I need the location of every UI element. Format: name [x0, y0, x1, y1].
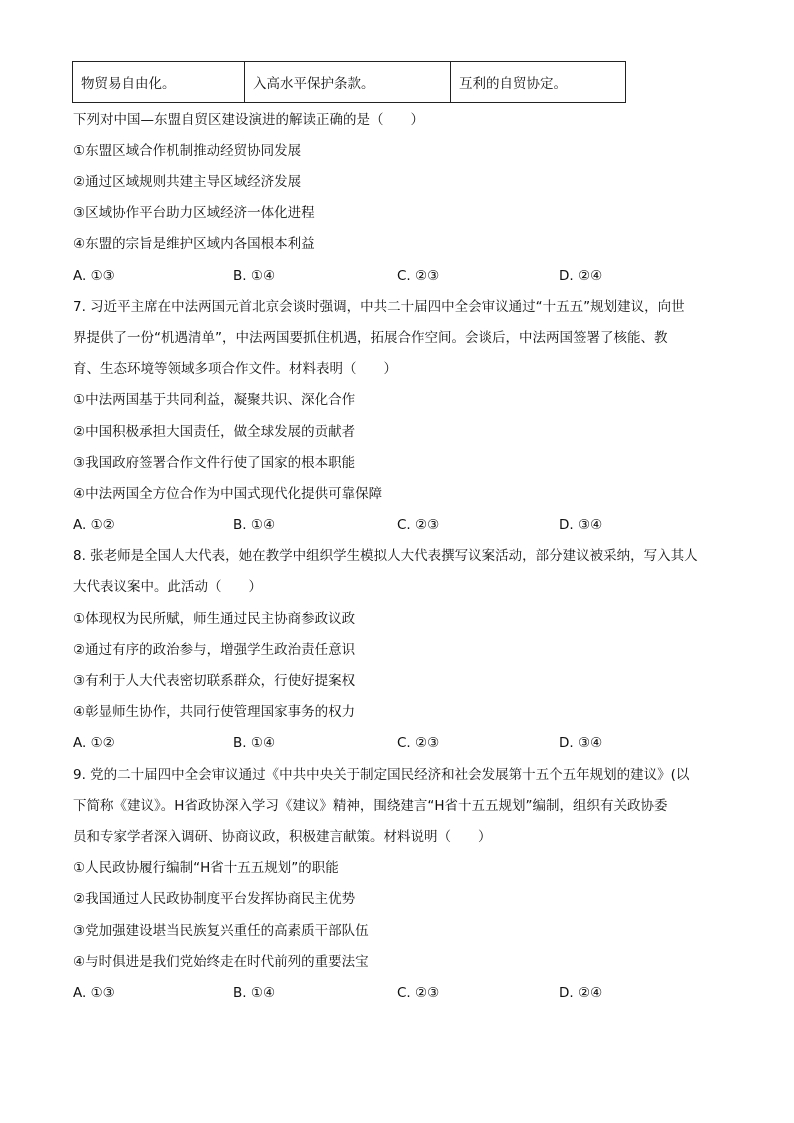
statement-item: ①体现权为民所赋，师生通过民主协商参政议政 — [73, 611, 356, 627]
option-d[interactable]: D. ②④ — [559, 985, 603, 1001]
table-cell: 入高水平保护条款。 — [245, 62, 451, 102]
statement-item: ③我国政府签署合作文件行使了国家的根本职能 — [73, 455, 356, 471]
option-c[interactable]: C. ②③ — [397, 735, 440, 751]
statement-item: ④东盟的宗旨是维护区域内各国根本利益 — [73, 236, 315, 252]
statement-item: ①中法两国基于共同利益，凝聚共识、深化合作 — [73, 392, 356, 408]
option-d[interactable]: D. ③④ — [559, 517, 603, 533]
answer-options — [73, 516, 633, 534]
option-a[interactable]: A. ①③ — [73, 985, 115, 1001]
option-a[interactable]: A. ①② — [73, 735, 115, 751]
option-b[interactable]: B. ①④ — [233, 985, 276, 1001]
table-cell: 物贸易自由化。 — [73, 62, 245, 102]
question-stem: 7. 习近平主席在中法两国元首北京会谈时强调，中共二十届四中全会审议通过“十五五”规划建议，向世 — [73, 299, 685, 315]
option-a[interactable]: A. ①③ — [73, 268, 115, 284]
option-b[interactable]: B. ①④ — [233, 517, 276, 533]
statement-item: ③有利于人大代表密切联系群众，行使好提案权 — [73, 673, 356, 689]
option-c[interactable]: C. ②③ — [397, 985, 440, 1001]
question-stem: 9. 党的二十届四中全会审议通过《中共中央关于制定国民经济和社会发展第十五个五年规划的建议》(以 — [73, 767, 690, 783]
statement-item: ④彰显师生协作，共同行使管理国家事务的权力 — [73, 704, 356, 720]
info-table — [72, 61, 626, 103]
answer-options — [73, 984, 633, 1002]
answer-options — [73, 267, 633, 285]
statement-item: ②我国通过人民政协制度平台发挥协商民主优势 — [73, 891, 356, 907]
question-stem: 下列对中国—东盟自贸区建设演进的解读正确的是（ ） — [73, 112, 424, 128]
statement-item: ②中国积极承担大国责任，做全球发展的贡献者 — [73, 424, 356, 440]
statement-item: ②通过区域规则共建主导区域经济发展 — [73, 174, 302, 190]
question-stem: 8. 张老师是全国人大代表，她在教学中组织学生模拟人大代表撰写议案活动，部分建议被采纳，写入其人 — [73, 548, 698, 564]
option-b[interactable]: B. ①④ — [233, 735, 276, 751]
question-stem: 界提供了一份“机遇清单”，中法两国要抓住机遇，拓展合作空间。会谈后，中法两国签署了核能、教 — [73, 330, 668, 346]
question-stem: 大代表议案中。此活动（ ） — [73, 579, 262, 595]
statement-item: ③区域协作平台助力区域经济一体化进程 — [73, 205, 315, 221]
statement-item: ③党加强建设堪当民族复兴重任的高素质干部队伍 — [73, 923, 369, 939]
option-d[interactable]: D. ③④ — [559, 735, 603, 751]
table-cell: 互利的自贸协定。 — [459, 76, 567, 92]
option-b[interactable]: B. ①④ — [233, 268, 276, 284]
statement-item: ④与时俱进是我们党始终走在时代前列的重要法宝 — [73, 954, 369, 970]
question-stem: 育、生态环境等领域多项合作文件。材料表明（ ） — [73, 361, 397, 377]
option-c[interactable]: C. ②③ — [397, 517, 440, 533]
answer-options — [73, 734, 633, 752]
statement-item: ①东盟区域合作机制推动经贸协同发展 — [73, 143, 302, 159]
statement-item: ④中法两国全方位合作为中国式现代化提供可靠保障 — [73, 486, 383, 502]
statement-item: ②通过有序的政治参与，增强学生政治责任意识 — [73, 642, 356, 658]
question-stem: 员和专家学者深入调研、协商议政，积极建言献策。材料说明（ ） — [73, 829, 492, 845]
statement-item: ①人民政协履行编制“H省十五五规划”的职能 — [73, 860, 339, 876]
question-stem: 下简称《建议》。H省政协深入学习《建议》精神，围绕建言“H省十五五规划”编制，组织有关政协委 — [73, 798, 668, 814]
option-c[interactable]: C. ②③ — [397, 268, 440, 284]
option-a[interactable]: A. ①② — [73, 517, 115, 533]
option-d[interactable]: D. ②④ — [559, 268, 603, 284]
